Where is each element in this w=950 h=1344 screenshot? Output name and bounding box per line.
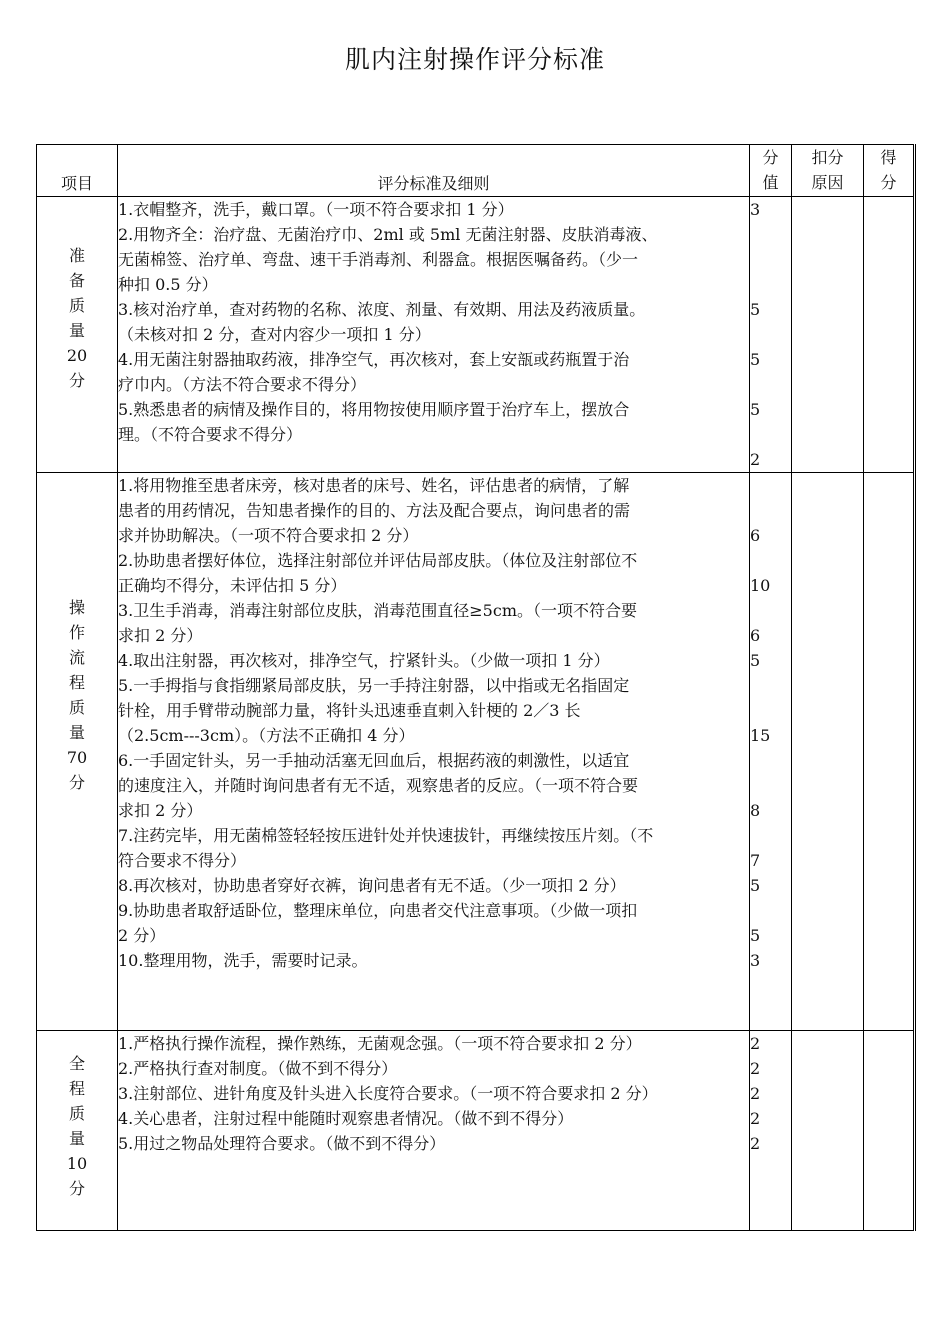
- points-value: [750, 673, 791, 698]
- category-char: 量: [68, 1129, 85, 1148]
- points-value: [750, 748, 791, 773]
- category-char: 作: [68, 623, 85, 642]
- points-value: 5: [750, 350, 761, 369]
- obtained-score-cell: [864, 1031, 915, 1231]
- page-title: 肌内注射操作评分标准: [344, 45, 605, 74]
- criteria-line: 8.再次核对，协助患者穿好衣裤，询问患者有无不适。（少一项扣 2 分）: [118, 876, 626, 895]
- criteria-line: 6.一手固定针头，另一手抽动活塞无回血后，根据药液的刺激性，以适宜: [118, 751, 630, 770]
- points-value: 8: [750, 801, 761, 820]
- category-char: 准: [68, 246, 85, 265]
- category-char: 质: [68, 1104, 85, 1123]
- deduct-reason-cell: [792, 197, 864, 473]
- points-value: 2: [750, 1034, 761, 1053]
- section-row-procedure: [37, 473, 915, 1031]
- category-cell: [37, 197, 118, 473]
- criteria-line: 3.注射部位、进针角度及针头进入长度符合要求。（一项不符合要求扣 2 分）: [118, 1084, 658, 1103]
- points-value: [750, 247, 791, 272]
- criteria-line: 1.将用物推至患者床旁，核对患者的床号、姓名，评估患者的病情，了解: [118, 476, 630, 495]
- category-char-list: [37, 595, 117, 795]
- category-char: 程: [68, 673, 85, 692]
- points-value: [750, 272, 791, 297]
- points-value: [750, 498, 791, 523]
- criteria-line: 2.协助患者摆好体位，选择注射部位并评估局部皮肤。（体位及注射部位不: [118, 551, 638, 570]
- points-value: 5: [750, 876, 761, 895]
- criteria-line: 患者的用药情况，告知患者操作的目的、方法及配合要点，询问患者的需: [118, 501, 631, 520]
- criteria-line-list: [118, 197, 749, 447]
- category-cell: [37, 473, 118, 1031]
- category-char: 质: [68, 296, 85, 315]
- points-value: 5: [750, 400, 761, 419]
- criteria-line: 7.注药完毕，用无菌棉签轻轻按压进针处并快速拔针，再继续按压片刻。（不: [118, 826, 654, 845]
- points-value-list: [750, 473, 791, 973]
- points-value: 3: [750, 200, 761, 219]
- scoring-table: [36, 144, 916, 1231]
- points-cell: [750, 473, 792, 1031]
- points-value: [750, 322, 791, 347]
- category-char: 70: [66, 748, 88, 767]
- header-criteria: 评分标准及细则: [118, 145, 750, 197]
- points-value: 15: [750, 726, 771, 745]
- category-char-list: [37, 1051, 117, 1201]
- points-cell: [750, 1031, 792, 1231]
- category-char: 备: [68, 271, 85, 290]
- category-char: 10: [66, 1154, 88, 1173]
- points-value-list: [750, 197, 791, 472]
- points-value: 2: [750, 450, 761, 469]
- criteria-line: 符合要求不得分）: [118, 851, 247, 870]
- category-char: 程: [68, 1079, 85, 1098]
- points-value: [750, 598, 791, 623]
- criteria-line: 5.一手拇指与食指绷紧局部皮肤，另一手持注射器，以中指或无名指固定: [118, 676, 630, 695]
- category-char: 量: [68, 723, 85, 742]
- points-value-list: [750, 1031, 791, 1156]
- points-value: [750, 773, 791, 798]
- header-deduct-reason: [792, 145, 864, 197]
- criteria-line: 1.衣帽整齐，洗手，戴口罩。（一项不符合要求扣 1 分）: [118, 200, 514, 219]
- category-cell: [37, 1031, 118, 1231]
- deduct-reason-cell: [792, 473, 864, 1031]
- criteria-line: 3.卫生手消毒，消毒注射部位皮肤，消毒范围直径≥5cm。（一项不符合要: [118, 601, 637, 620]
- header-obtained: [864, 145, 915, 197]
- points-value: 2: [750, 1134, 761, 1153]
- criteria-line: 9.协助患者取舒适卧位，整理床单位，向患者交代注意事项。（少做一项扣: [118, 901, 638, 920]
- points-value: 2: [750, 1109, 761, 1128]
- criteria-line: 种扣 0.5 分）: [118, 275, 218, 294]
- header-score-line2: 值: [762, 173, 779, 192]
- criteria-line: 1.严格执行操作流程，操作熟练，无菌观念强。（一项不符合要求扣 2 分）: [118, 1034, 642, 1053]
- category-char: 质: [68, 698, 85, 717]
- header-deduct-line2: 原因: [811, 173, 844, 192]
- criteria-line-list: [118, 473, 749, 973]
- deduct-reason-cell: [792, 1031, 864, 1231]
- category-char: 全: [68, 1054, 85, 1073]
- criteria-line: （2.5cm---3cm）。（方法不正确扣 4 分）: [118, 726, 415, 745]
- criteria-line-list: [118, 1031, 749, 1156]
- section-row-overall: [37, 1031, 915, 1231]
- criteria-line: 2.用物齐全：治疗盘、无菌治疗巾、2ml 或 5ml 无菌注射器、皮肤消毒液、: [118, 225, 658, 244]
- points-value: [750, 698, 791, 723]
- category-char: 流: [68, 648, 85, 667]
- criteria-line: 针栓，用手臂带动腕部力量，将针头迅速垂直刺入针梗的 2／3 长: [118, 701, 581, 720]
- category-char: 分: [68, 773, 85, 792]
- criteria-line: 10.整理用物，洗手，需要时记录。: [118, 951, 368, 970]
- points-value: 5: [750, 300, 761, 319]
- category-char: 分: [68, 371, 85, 390]
- obtained-score-cell: [864, 197, 915, 473]
- category-char-list: [37, 243, 117, 393]
- points-value: 6: [750, 526, 761, 545]
- criteria-line: 的速度注入，并随时询问患者有无不适，观察患者的反应。（一项不符合要: [118, 776, 639, 795]
- header-deduct-line1: 扣分: [811, 148, 844, 167]
- criteria-line: 3.核对治疗单，查对药物的名称、浓度、剂量、有效期、用法及药液质量。: [118, 300, 646, 319]
- category-char: 20: [66, 346, 88, 365]
- criteria-line: 5.熟悉患者的病情及操作目的，将用物按使用顺序置于治疗车上，摆放合: [118, 400, 630, 419]
- category-char: 分: [68, 1179, 85, 1198]
- header-item: 项目: [37, 145, 118, 197]
- category-char: 量: [68, 321, 85, 340]
- points-value: 2: [750, 1059, 761, 1078]
- criteria-line: 2.严格执行查对制度。（做不到不得分）: [118, 1059, 398, 1078]
- points-cell: [750, 197, 792, 473]
- points-value: 7: [750, 851, 761, 870]
- points-value: 5: [750, 651, 761, 670]
- header-obtained-line1: 得: [880, 148, 897, 167]
- points-value: 6: [750, 626, 761, 645]
- criteria-line: 4.用无菌注射器抽取药液，排净空气，再次核对，套上安瓿或药瓶置于治: [118, 350, 630, 369]
- criteria-cell: [118, 1031, 750, 1231]
- criteria-line: （未核对扣 2 分，查对内容少一项扣 1 分）: [118, 325, 431, 344]
- section-row-preparation: [37, 197, 915, 473]
- header-score-line1: 分: [762, 148, 779, 167]
- criteria-line: 4.取出注射器，再次核对，排净空气，拧紧针头。（少做一项扣 1 分）: [118, 651, 610, 670]
- criteria-line: 无菌棉签、治疗单、弯盘、速干手消毒剂、利器盒。根据医嘱备药。（少一: [118, 250, 639, 269]
- header-score: [750, 145, 792, 197]
- header-row: [37, 145, 915, 197]
- criteria-line: 4.关心患者，注射过程中能随时观察患者情况。（做不到不得分）: [118, 1109, 574, 1128]
- criteria-line: 正确均不得分，未评估扣 5 分）: [118, 576, 347, 595]
- criteria-line: 理。（不符合要求不得分）: [118, 425, 303, 444]
- points-value: [750, 823, 791, 848]
- points-value: [750, 473, 791, 498]
- criteria-line: 2 分）: [118, 926, 166, 945]
- criteria-line: 5.用过之物品处理符合要求。（做不到不得分）: [118, 1134, 446, 1153]
- criteria-line: 求扣 2 分）: [118, 626, 203, 645]
- criteria-line: 求并协助解决。（一项不符合要求扣 2 分）: [118, 526, 419, 545]
- points-value: 2: [750, 1084, 761, 1103]
- criteria-line: 疗巾内。（方法不符合要求不得分）: [118, 375, 367, 394]
- points-value: [750, 548, 791, 573]
- criteria-line: 求扣 2 分）: [118, 801, 203, 820]
- points-value: [750, 898, 791, 923]
- points-value: 3: [750, 951, 761, 970]
- criteria-cell: [118, 473, 750, 1031]
- points-value: [750, 422, 791, 447]
- obtained-score-cell: [864, 473, 915, 1031]
- points-value: 10: [750, 576, 771, 595]
- criteria-cell: [118, 197, 750, 473]
- points-value: [750, 222, 791, 247]
- header-obtained-line2: 分: [880, 173, 897, 192]
- points-value: 5: [750, 926, 761, 945]
- category-char: 操: [68, 598, 85, 617]
- points-value: [750, 372, 791, 397]
